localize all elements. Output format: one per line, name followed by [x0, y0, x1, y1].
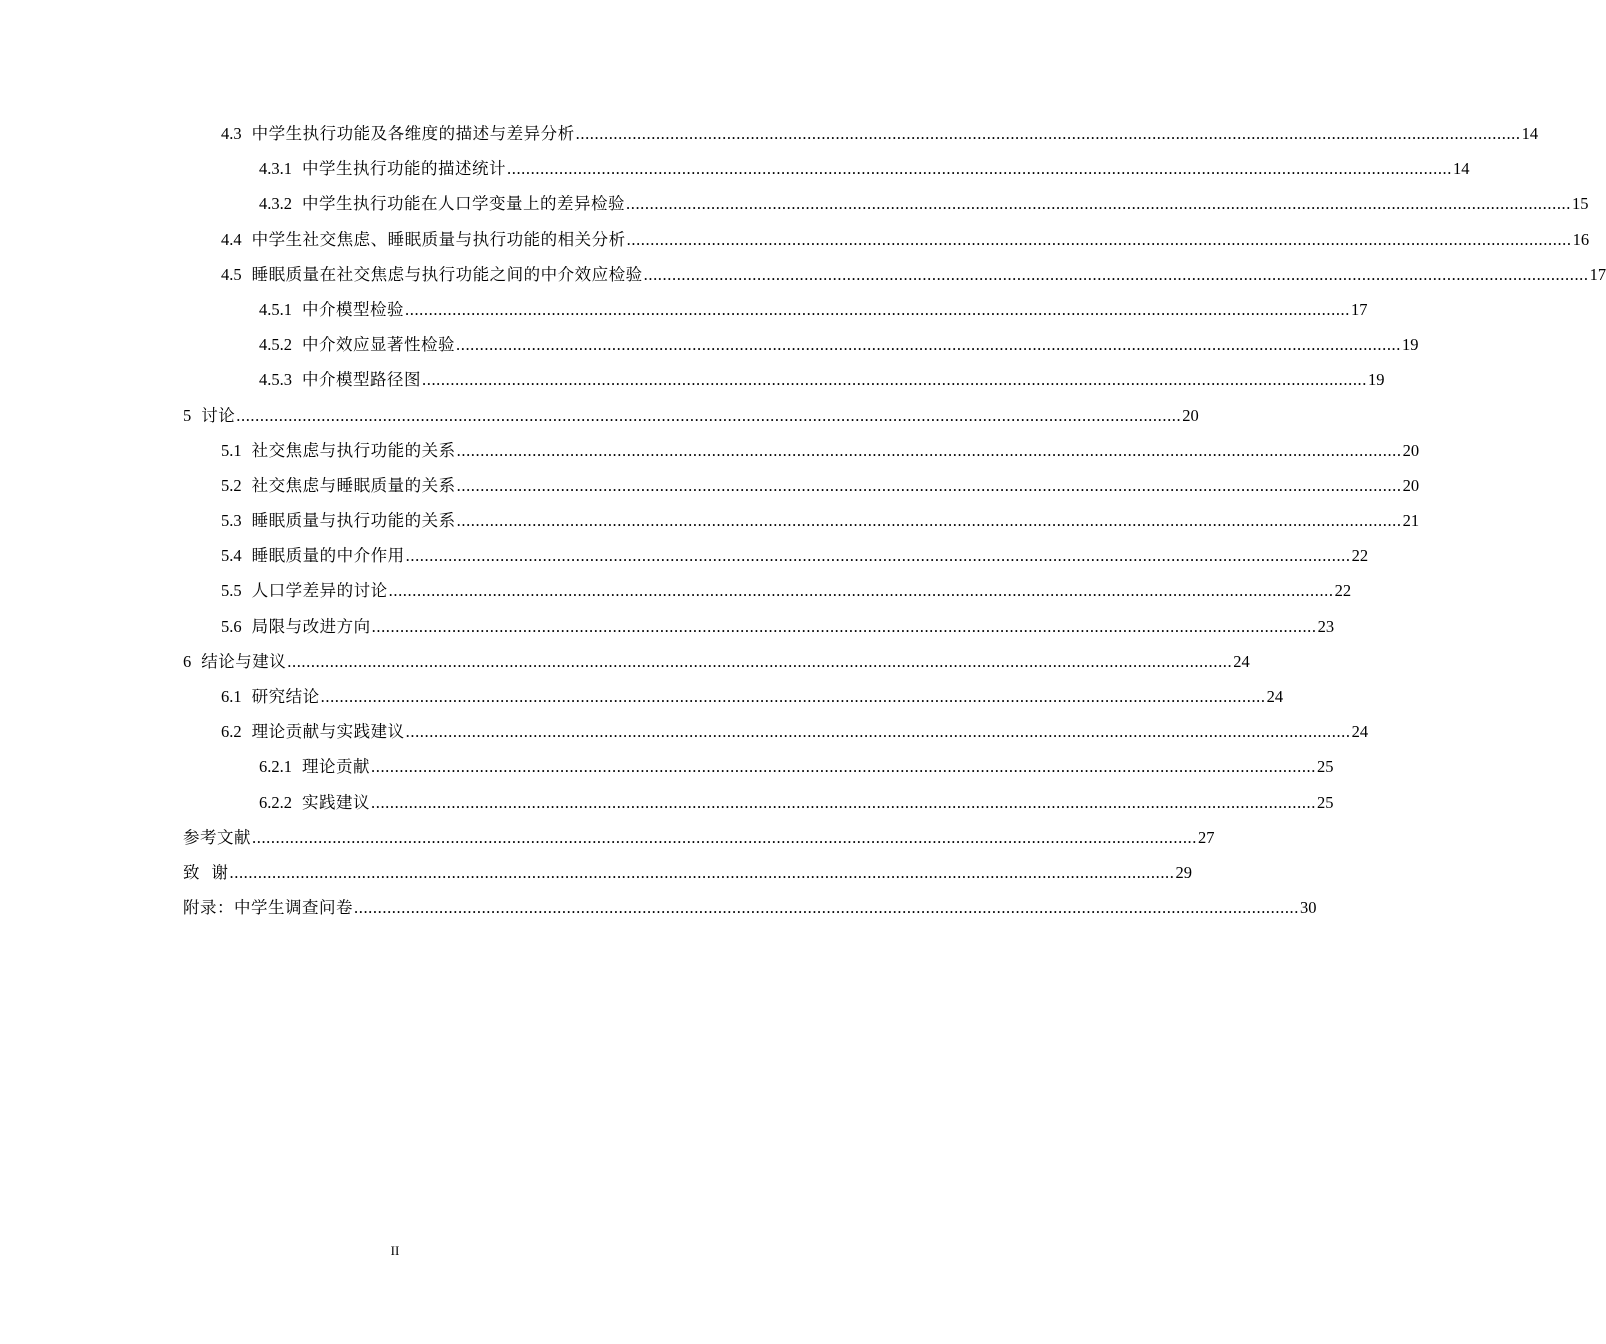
toc-entry[interactable]: [183, 609, 1335, 644]
toc-entry-number: 5.5: [221, 581, 242, 601]
toc-entry-page: 19: [1402, 335, 1419, 355]
toc-dot-leader: ........................................................................................................................................................................................................: [405, 546, 1351, 566]
toc-dot-leader: ........................................................................................................................................................................................................: [229, 862, 1175, 882]
toc-entry-title: 局限与改进方向: [251, 616, 371, 636]
toc-entry-number: 5.4: [221, 546, 242, 566]
toc-entry-number: 4.5.1: [259, 299, 292, 319]
toc-entry-page: 25: [1317, 792, 1334, 812]
toc-entry-page: 27: [1198, 827, 1215, 847]
toc-entry-title: 中学生执行功能的描述统计: [302, 159, 506, 179]
toc-entry-title: 中介模型检验: [302, 299, 404, 319]
toc-entry-number: 6.2.2: [259, 792, 292, 812]
toc-entry-title: 讨论: [201, 405, 236, 425]
toc-dot-leader: ........................................................................................................................................................................................................: [320, 687, 1266, 706]
toc-entry-page: 20: [1182, 405, 1199, 425]
toc-entry[interactable]: [183, 679, 1284, 714]
page-footer: [0, 1243, 950, 1259]
toc-dot-leader: ........................................................................................................................................................................................................: [252, 827, 1197, 847]
toc-entry-title: 致 谢: [183, 862, 229, 882]
toc-entry-page: 24: [1233, 651, 1250, 671]
toc-entry-page: 14: [1521, 124, 1539, 143]
toc-entry[interactable]: [183, 890, 1317, 925]
toc-entry[interactable]: [183, 749, 1334, 784]
toc-entry-title: 中介效应显著性检验: [302, 335, 455, 355]
toc-dot-leader: ........................................................................................................................................................................................................: [456, 440, 1402, 460]
toc-entry-title: 实践建议: [302, 792, 370, 812]
toc-entry-title: 中介模型路径图: [302, 370, 421, 390]
toc-entry-page: 20: [1402, 440, 1420, 460]
toc-entry-number: 6: [183, 651, 192, 671]
toc-entry-title: 研究结论: [251, 687, 320, 706]
toc-dot-leader: ........................................................................................................................................................................................................: [643, 264, 1589, 284]
toc-entry[interactable]: [183, 327, 1419, 362]
table-of-contents: [183, 116, 1606, 925]
toc-entry-title: 理论贡献: [302, 757, 370, 777]
toc-dot-leader: ........................................................................................................................................................................................................: [287, 651, 1233, 671]
toc-dot-leader: ........................................................................................................................................................................................................: [626, 194, 1571, 214]
toc-entry-number: 6.2: [221, 722, 242, 742]
toc-dot-leader: ........................................................................................................................................................................................................: [354, 898, 1299, 918]
toc-entry-page: 15: [1572, 194, 1589, 214]
toc-entry-number: 4.5.3: [259, 370, 292, 390]
toc-entry-page: 22: [1334, 581, 1352, 601]
toc-dot-leader: ........................................................................................................................................................................................................: [405, 722, 1351, 742]
toc-entry-number: 6.1: [221, 687, 242, 706]
toc-entry[interactable]: [183, 503, 1420, 538]
toc-dot-leader: ........................................................................................................................................................................................................: [456, 335, 1401, 355]
toc-entry-number: 4.5: [221, 264, 242, 284]
toc-dot-leader: ........................................................................................................................................................................................................: [405, 299, 1350, 319]
toc-entry[interactable]: [183, 573, 1352, 608]
toc-entry[interactable]: [183, 433, 1420, 468]
toc-entry[interactable]: [183, 820, 1215, 855]
toc-entry-title: 睡眠质量的中介作用: [251, 546, 405, 566]
toc-entry-number: 5.2: [221, 475, 242, 495]
toc-entry[interactable]: [183, 151, 1470, 186]
toc-entry-page: 29: [1175, 862, 1192, 882]
toc-entry-number: 5.3: [221, 511, 242, 531]
toc-dot-leader: ........................................................................................................................................................................................................: [456, 475, 1402, 495]
toc-entry-title: 中学生执行功能在人口学变量上的差异检验: [302, 194, 625, 214]
toc-entry-title: 中学生执行功能及各维度的描述与差异分析: [251, 124, 575, 143]
toc-entry[interactable]: [183, 855, 1192, 890]
toc-dot-leader: ........................................................................................................................................................................................................: [422, 370, 1367, 390]
toc-entry[interactable]: [183, 538, 1369, 573]
toc-entry-page: 24: [1266, 687, 1284, 706]
toc-dot-leader: ........................................................................................................................................................................................................: [371, 757, 1316, 777]
toc-entry-title: 中学生社交焦虑、睡眠质量与执行功能的相关分析: [251, 229, 626, 249]
toc-entry-title: 社交焦虑与睡眠质量的关系: [251, 475, 456, 495]
toc-entry[interactable]: [183, 222, 1590, 257]
toc-entry[interactable]: [183, 398, 1199, 433]
toc-entry-title: 附录：中学生调查问卷: [183, 898, 353, 918]
toc-entry-title: 睡眠质量与执行功能的关系: [251, 511, 456, 531]
toc-entry-number: 4.5.2: [259, 335, 292, 355]
toc-entry-title: 睡眠质量在社交焦虑与执行功能之间的中介效应检验: [251, 264, 643, 284]
toc-entry-number: 4.3: [221, 124, 242, 143]
toc-entry[interactable]: [183, 257, 1606, 292]
toc-dot-leader: ........................................................................................................................................................................................................: [236, 405, 1182, 425]
toc-entry-number: 5: [183, 405, 192, 425]
toc-dot-leader: ........................................................................................................................................................................................................: [371, 616, 1317, 636]
toc-entry-page: 19: [1368, 370, 1385, 390]
toc-entry[interactable]: [183, 644, 1250, 679]
toc-entry[interactable]: [183, 362, 1385, 397]
toc-entry-title: 结论与建议: [201, 651, 287, 671]
toc-entry-page: 17: [1589, 264, 1606, 284]
toc-entry-page: 21: [1402, 511, 1420, 531]
toc-entry-title: 人口学差异的讨论: [251, 581, 388, 601]
toc-entry-number: 4.4: [221, 229, 242, 249]
toc-entry-number: 4.3.2: [259, 194, 292, 214]
toc-entry-number: 6.2.1: [259, 757, 292, 777]
toc-entry-title: 理论贡献与实践建议: [251, 722, 405, 742]
toc-dot-leader: ........................................................................................................................................................................................................: [388, 581, 1334, 601]
toc-entry-page: 17: [1351, 299, 1368, 319]
toc-entry-page: 14: [1453, 159, 1470, 179]
toc-entry[interactable]: [183, 714, 1369, 749]
toc-entry[interactable]: [183, 186, 1589, 221]
toc-dot-leader: ........................................................................................................................................................................................................: [575, 124, 1521, 143]
toc-dot-leader: ........................................................................................................................................................................................................: [507, 159, 1452, 179]
toc-entry-page: 16: [1572, 229, 1590, 249]
toc-entry[interactable]: [183, 468, 1420, 503]
toc-entry-number: 5.1: [221, 440, 242, 460]
toc-entry-page: 24: [1351, 722, 1369, 742]
toc-entry-page: 23: [1317, 616, 1335, 636]
toc-entry[interactable]: [183, 292, 1368, 327]
toc-entry-page: 20: [1402, 475, 1420, 495]
toc-entry[interactable]: [183, 785, 1334, 820]
toc-dot-leader: ........................................................................................................................................................................................................: [626, 229, 1572, 249]
toc-entry-number: 5.6: [221, 616, 242, 636]
toc-entry-title: 参考文献: [183, 827, 251, 847]
toc-entry-title: 社交焦虑与执行功能的关系: [251, 440, 456, 460]
toc-entry-page: 30: [1300, 898, 1317, 918]
page-number: II: [390, 1243, 400, 1258]
toc-dot-leader: ........................................................................................................................................................................................................: [371, 792, 1316, 812]
toc-dot-leader: ........................................................................................................................................................................................................: [456, 511, 1402, 531]
toc-entry-number: 4.3.1: [259, 159, 292, 179]
toc-entry-page: 22: [1351, 546, 1369, 566]
toc-entry-page: 25: [1317, 757, 1334, 777]
toc-entry[interactable]: [183, 116, 1539, 151]
